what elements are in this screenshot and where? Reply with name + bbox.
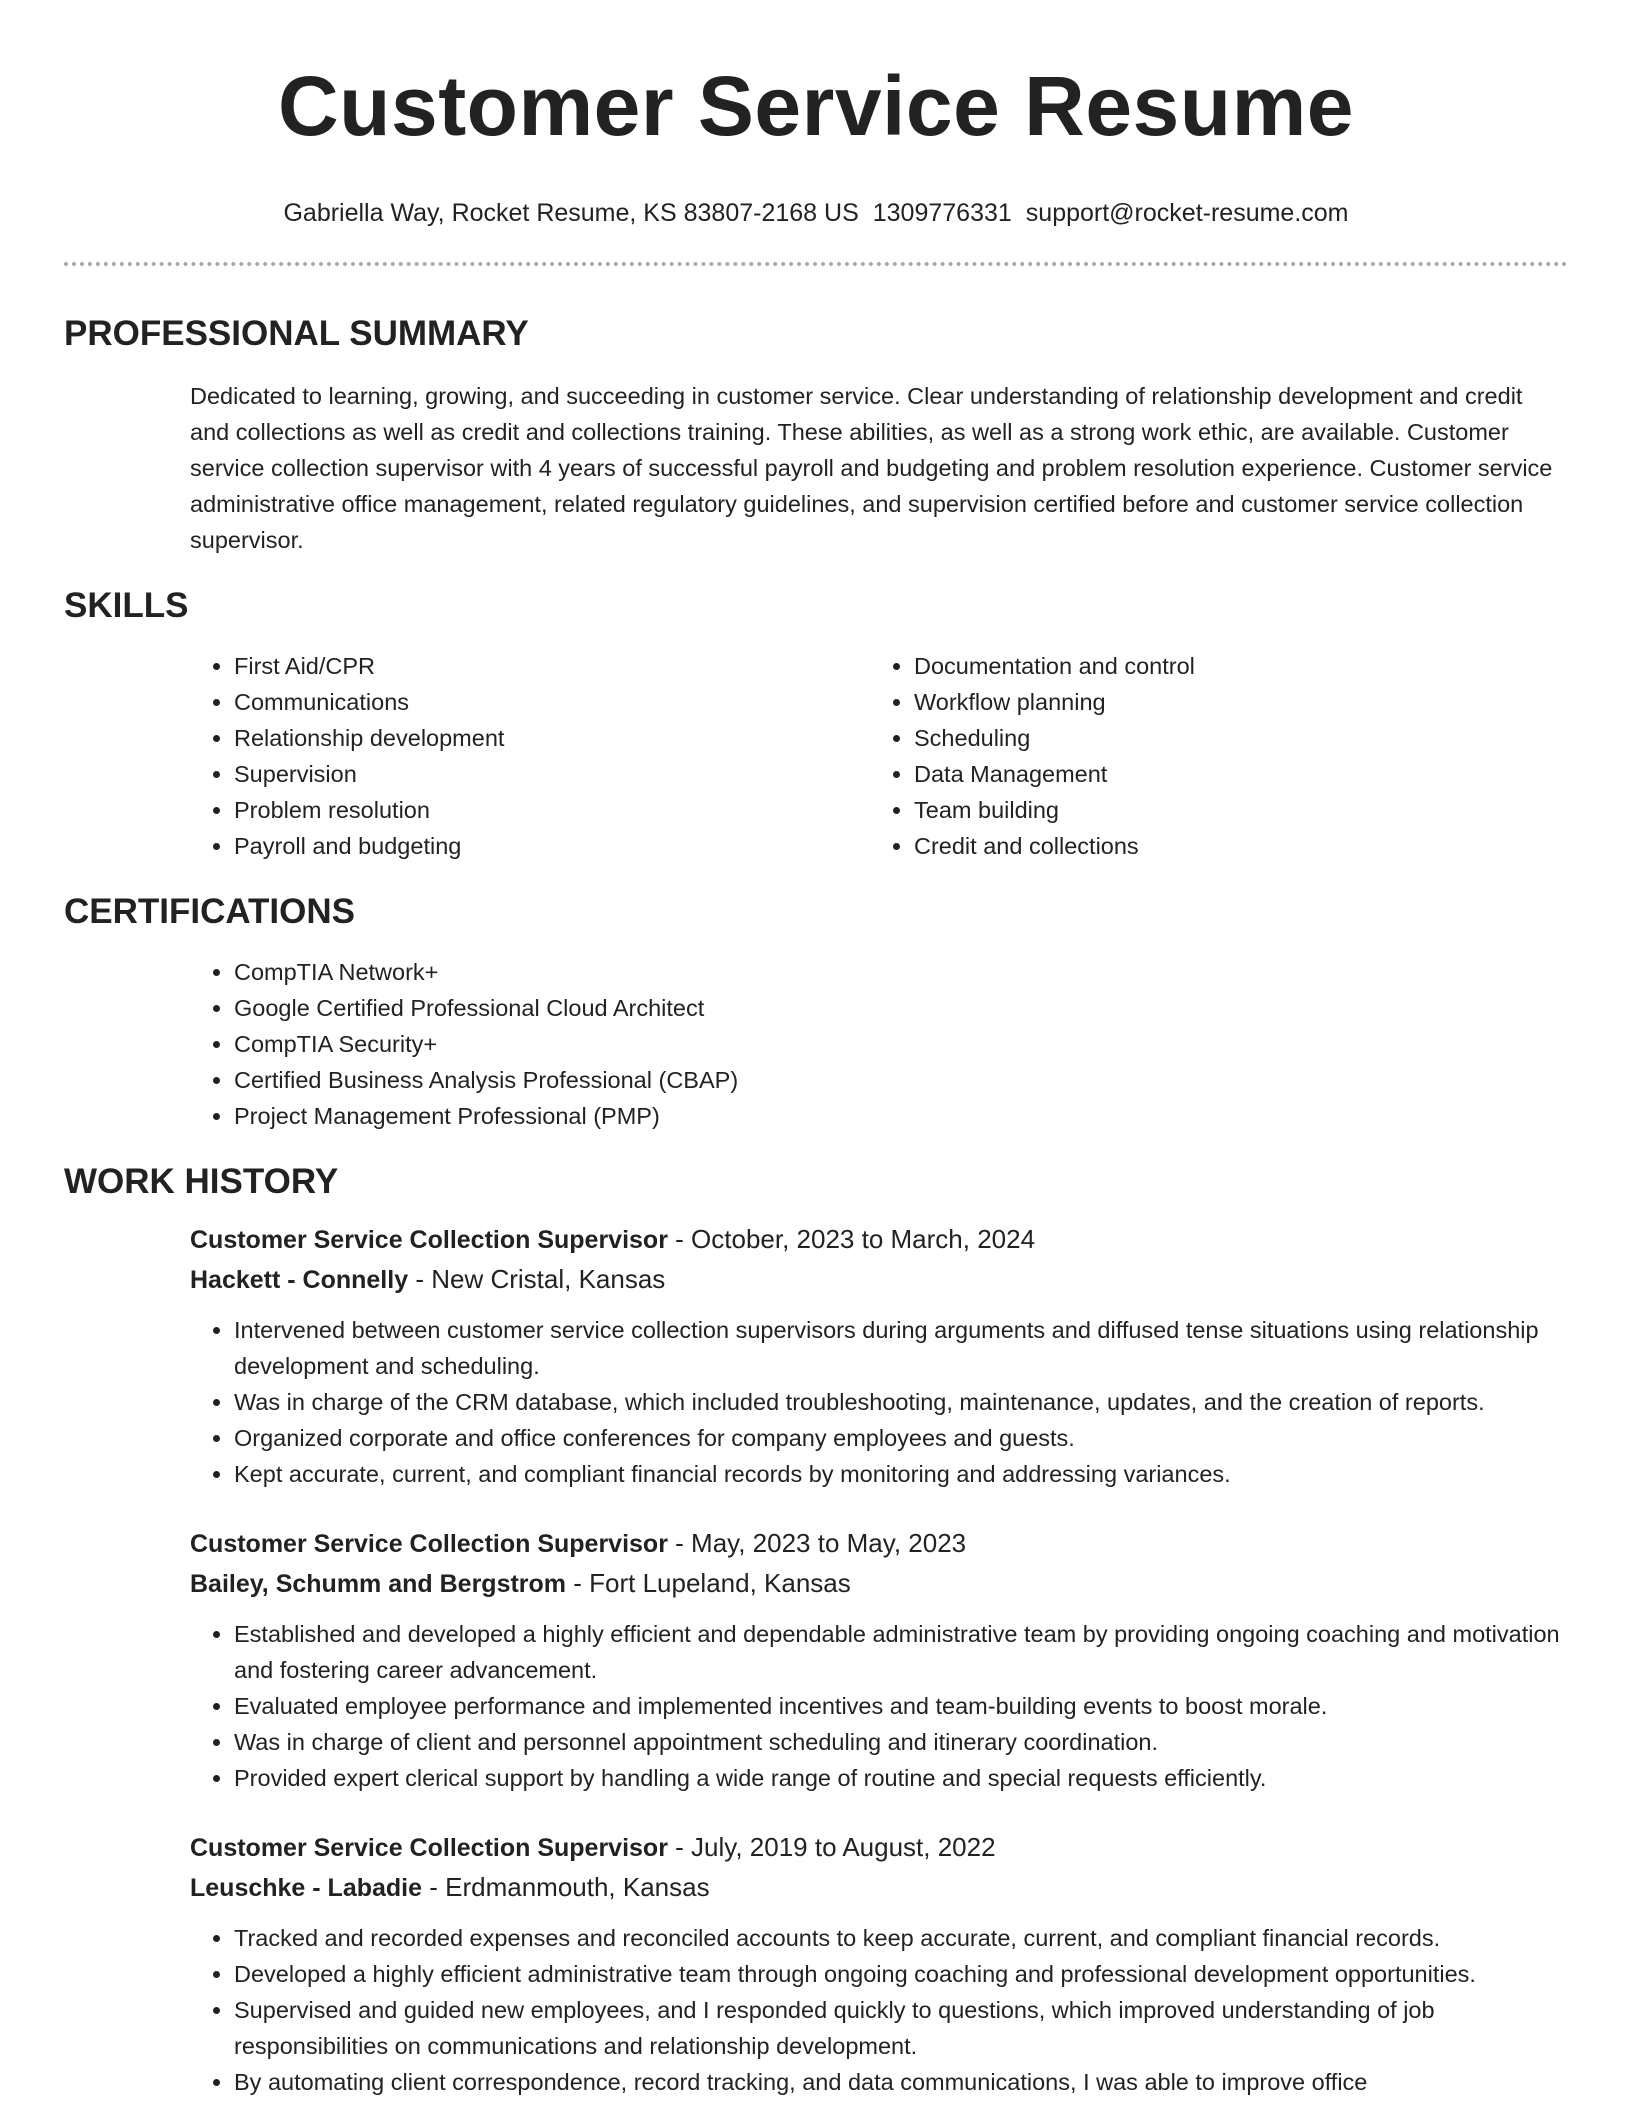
- skills-column-left: [190, 648, 870, 864]
- contact-email: support@rocket-resume.com: [1025, 199, 1349, 227]
- skills-heading: SKILLS: [64, 586, 189, 625]
- summary-text: Dedicated to learning, growing, and succeeding in customer service. Clear understanding of relationship development and credit and collections as well as credit and collections training. These abilities, as well as a strong work ethic, are available. Customer service collection supervisor with 4 years of successful payroll and budgeting and problem resolution experience. Customer service administrative office management, related regulatory guidelines, and supervision certified before and customer service collection supervisor.: [190, 383, 1553, 553]
- certifications-body: [190, 954, 1568, 1134]
- job-dates: - May, 2023 to May, 2023: [667, 1528, 967, 1558]
- summary-section: [64, 312, 1568, 558]
- skill-item: • Team building: [914, 792, 1550, 828]
- job-bullets: [190, 1920, 1568, 2100]
- job-company-line: [190, 1867, 1568, 1908]
- work-history-body: [190, 1220, 1568, 2100]
- job-location: - Fort Lupeland, Kansas: [566, 1568, 851, 1598]
- contact-line: [64, 196, 1568, 230]
- job-bullet: • Kept accurate, current, and compliant financial records by monitoring and addressing variances.: [234, 1456, 1568, 1492]
- job-bullet: • Was in charge of client and personnel appointment scheduling and itinerary coordination.: [234, 1724, 1568, 1760]
- job-company: Leuschke - Labadie: [190, 1874, 423, 1902]
- skills-list-left: [190, 648, 870, 864]
- skill-item: • First Aid/CPR: [234, 648, 870, 684]
- skill-item: • Workflow planning: [914, 684, 1550, 720]
- job-entry: [190, 1220, 1568, 1492]
- skill-item: • Problem resolution: [234, 792, 870, 828]
- job-company-line: [190, 1259, 1568, 1300]
- certifications-heading: CERTIFICATIONS: [64, 892, 356, 931]
- job-bullet: • Evaluated employee performance and implemented incentives and team-building events to boost morale.: [234, 1688, 1568, 1724]
- skills-list-right: [870, 648, 1550, 864]
- job-bullet: • Established and developed a highly efficient and dependable administrative team by providing ongoing coaching and motivation and fostering career advancement.: [234, 1616, 1568, 1688]
- resume-page: [64, 0, 1568, 2100]
- job-company: Bailey, Schumm and Bergstrom: [190, 1570, 567, 1598]
- job-bullet: • Organized corporate and office conferences for company employees and guests.: [234, 1420, 1568, 1456]
- job-bullet: • Developed a highly efficient administrative team through ongoing coaching and professional development opportunities.: [234, 1956, 1568, 1992]
- job-company-line: [190, 1563, 1568, 1604]
- skills-grid: [190, 648, 1568, 864]
- contact-address: Gabriella Way, Rocket Resume, KS 83807-2168 US: [283, 199, 859, 227]
- job-entry: [190, 1828, 1568, 2100]
- job-title-line: [190, 1220, 1568, 1259]
- job-location: - Erdmanmouth, Kansas: [422, 1872, 710, 1902]
- skills-section: [64, 584, 1568, 864]
- skill-item: • Credit and collections: [914, 828, 1550, 864]
- job-dates: - July, 2019 to August, 2022: [667, 1832, 996, 1862]
- job-title-line: [190, 1524, 1568, 1563]
- job-bullet: • Provided expert clerical support by handling a wide range of routine and special requests efficiently.: [234, 1760, 1568, 1796]
- job-bullets: [190, 1312, 1568, 1492]
- job-dates: - October, 2023 to March, 2024: [667, 1224, 1036, 1254]
- job-title: Customer Service Collection Supervisor: [190, 1226, 668, 1254]
- job-bullet: • By automating client correspondence, record tracking, and data communications, I was able to improve office: [234, 2064, 1568, 2100]
- certifications-section: [64, 890, 1568, 1134]
- summary-body: [190, 378, 1568, 558]
- job-bullets: [190, 1616, 1568, 1796]
- skill-item: • Relationship development: [234, 720, 870, 756]
- certification-item: • Project Management Professional (PMP): [234, 1098, 1568, 1134]
- work-history-heading: WORK HISTORY: [64, 1162, 339, 1201]
- certification-item: • CompTIA Security+: [234, 1026, 1568, 1062]
- certifications-list: [190, 954, 1568, 1134]
- job-title: Customer Service Collection Supervisor: [190, 1530, 668, 1558]
- resume-title: Customer Service Resume: [278, 59, 1354, 153]
- contact-phone: 1309776331: [872, 199, 1012, 227]
- skill-item: • Data Management: [914, 756, 1550, 792]
- job-title-line: [190, 1828, 1568, 1867]
- job-location: - New Cristal, Kansas: [408, 1264, 666, 1294]
- certification-item: • Certified Business Analysis Professional (CBAP): [234, 1062, 1568, 1098]
- job-bullet: • Was in charge of the CRM database, which included troubleshooting, maintenance, updates, and the creation of reports.: [234, 1384, 1568, 1420]
- summary-heading: PROFESSIONAL SUMMARY: [64, 314, 529, 353]
- skills-column-right: [870, 648, 1550, 864]
- header-divider: [64, 262, 1568, 266]
- skill-item: • Payroll and budgeting: [234, 828, 870, 864]
- job-title: Customer Service Collection Supervisor: [190, 1834, 668, 1862]
- skill-item: • Documentation and control: [914, 648, 1550, 684]
- certification-item: • Google Certified Professional Cloud Architect: [234, 990, 1568, 1026]
- skill-item: • Communications: [234, 684, 870, 720]
- certification-item: • CompTIA Network+: [234, 954, 1568, 990]
- job-entry: [190, 1524, 1568, 1796]
- job-bullet: • Tracked and recorded expenses and reconciled accounts to keep accurate, current, and compliant financial records.: [234, 1920, 1568, 1956]
- work-history-section: [64, 1160, 1568, 2100]
- job-company: Hackett - Connelly: [190, 1266, 409, 1294]
- skill-item: • Scheduling: [914, 720, 1550, 756]
- job-bullet: • Intervened between customer service collection supervisors during arguments and diffused tense situations using relationship development and scheduling.: [234, 1312, 1568, 1384]
- job-bullet: • Supervised and guided new employees, and I responded quickly to questions, which improved understanding of job responsibilities on communications and relationship development.: [234, 1992, 1568, 2064]
- skill-item: • Supervision: [234, 756, 870, 792]
